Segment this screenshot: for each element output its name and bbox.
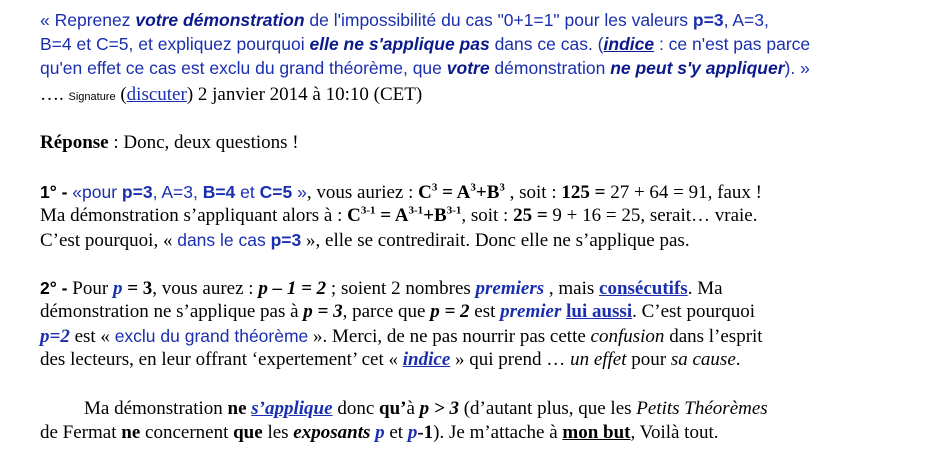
quote-line-3: qu'en effet ce cas est exclu du grand théorème, que votre démonstration ne peut s'y appliquer). » <box>40 58 810 78</box>
p1-line-3: C’est pourquoi, « dans le cas p=3 », elle se contredirait. Donc elle ne s’applique pas. <box>40 230 690 251</box>
p2-line-3: p=2 est « exclu du grand théorème ». Merci, de ne pas nourrir pas cette confusion dans l’esprit <box>40 326 763 347</box>
paragraph-1 <box>40 180 762 252</box>
reponse-line: Réponse : Donc, deux questions ! <box>40 132 299 153</box>
p2-line-2: démonstration ne s’applique pas à p = 3, parce que p = 2 est premier lui aussi. C’est pourquoi <box>40 301 756 322</box>
discuter-link[interactable]: discuter <box>126 84 187 105</box>
p1-line-1: 1° - «pour p=3, A=3, B=4 et C=5 », vous auriez : $C^3 = A^3+B^3$ , soit : 125 = 27 + 64 = 91, faux ! <box>40 181 762 203</box>
p2-line-1: 2° - Pour p = 3, vous aurez : p – 1 = 2 ; soient 2 nombres premiers , mais consécutifs. Ma <box>40 278 723 299</box>
signature-line: …. Signature (discuter) 2 janvier 2014 à 10:10 (CET) <box>40 84 423 105</box>
p1-line-2: Ma démonstration s’appliquant alors à : $C^{3-1} = A^{3-1}+B^{3-1}$, soit : 25 = 9 + 16 = 25, serait… vraie. <box>40 204 758 226</box>
signature-label: Signature <box>68 91 116 103</box>
quote-block <box>40 8 810 80</box>
indice-link[interactable]: indice <box>603 34 655 54</box>
p3-line-2: de Fermat ne concernent que les exposants p et p-1). Je m’attache à mon but, Voilà tout. <box>40 422 719 443</box>
p2-line-4: des lecteurs, en leur offrant ‘expertement’ cet « indice » qui prend … un effet pour sa cause. <box>40 349 741 370</box>
paragraph-2 <box>40 276 763 372</box>
quote-line-1: « Reprenez votre démonstration de l'impossibilité du cas "0+1=1" pour les valeurs p=3, A=3, <box>40 10 769 30</box>
reponse-label: Réponse <box>40 132 109 153</box>
paragraph-3 <box>40 397 768 445</box>
quote-line-2: B=4 et C=5, et expliquez pourquoi elle ne s'applique pas dans ce cas. (indice : ce n'est pas parce <box>40 34 811 54</box>
p3-line-1: Ma démonstration ne s’applique donc qu’à p > 3 (d’autant plus, que les Petits Théorèmes <box>84 398 768 419</box>
